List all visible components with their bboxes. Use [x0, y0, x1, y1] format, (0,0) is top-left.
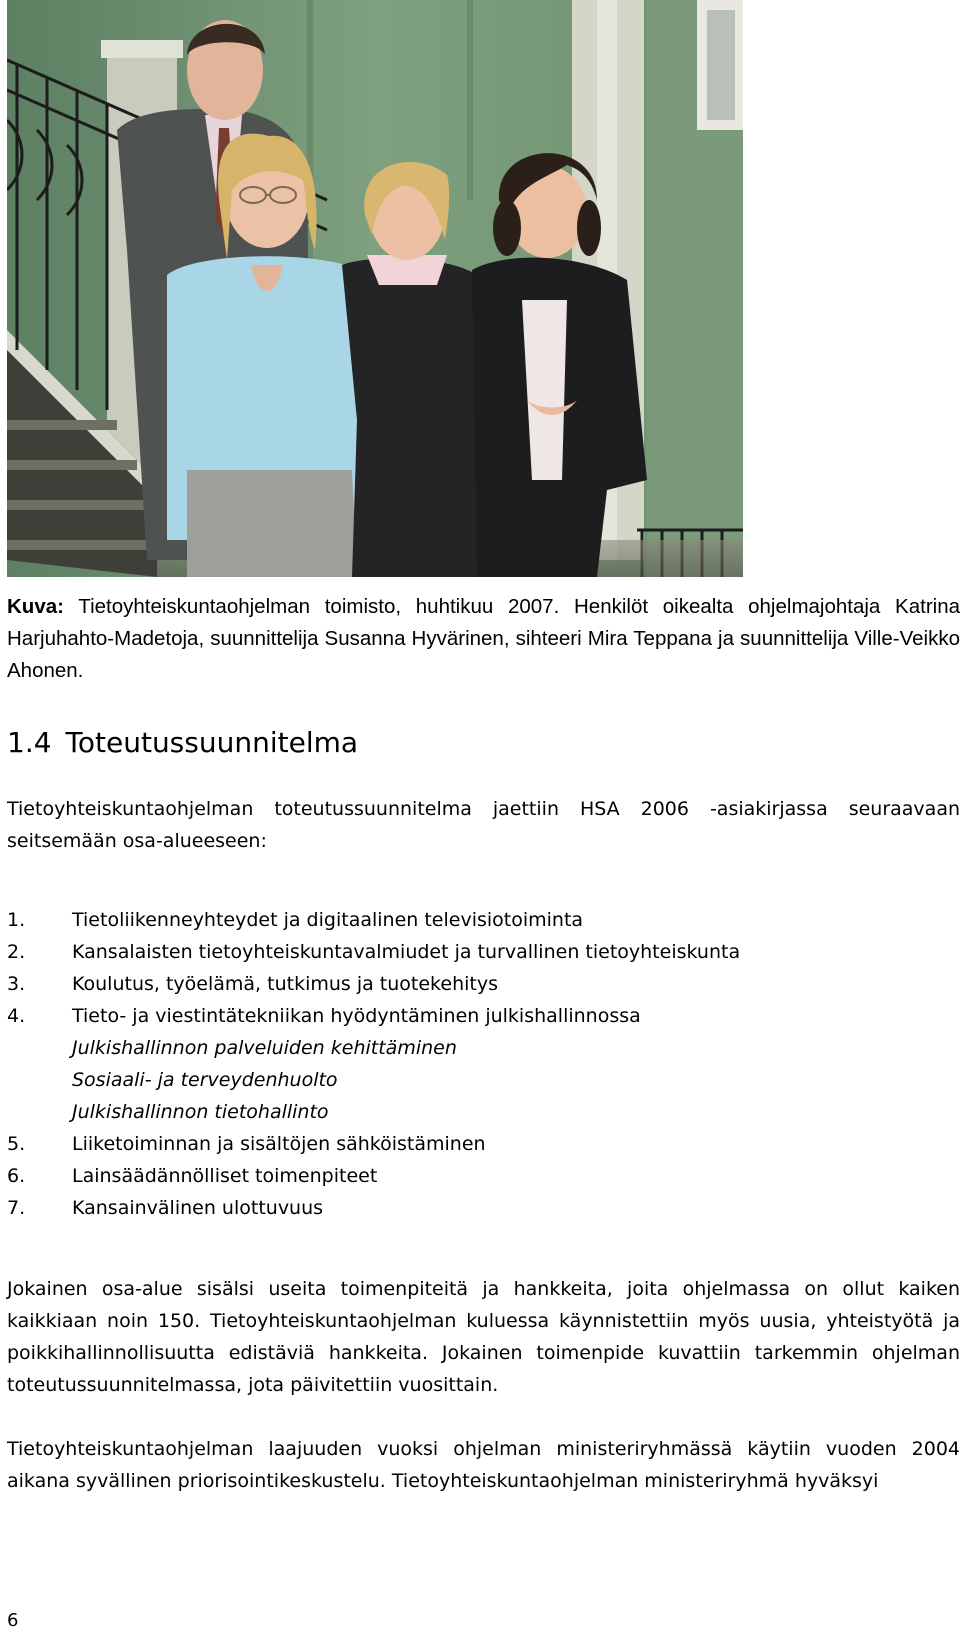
list-item-number: 4. [7, 1005, 26, 1027]
list-item-text: Koulutus, työelämä, tutkimus ja tuotekehitys [72, 973, 498, 995]
list-item-text: Kansalaisten tietoyhteiskuntavalmiudet ja turvallinen tietoyhteiskunta [72, 941, 741, 963]
list-item-text: Tieto- ja viestintätekniikan hyödyntäminen julkishallinnossa [72, 1005, 641, 1027]
list-item-text: Lainsäädännölliset toimenpiteet [72, 1165, 378, 1187]
list-subitem: Julkishallinnon palveluiden kehittäminen [72, 1037, 457, 1059]
list-item-number: 6. [7, 1165, 26, 1187]
photo-caption [7, 591, 960, 687]
list-item [7, 1160, 947, 1192]
list-item [7, 904, 947, 936]
list-subitem: Julkishallinnon tietohallinto [72, 1101, 329, 1123]
group-photo [7, 0, 743, 577]
section-title: Toteutussuunnitelma [65, 726, 359, 759]
caption-text: Tietoyhteiskuntaohjelman toimisto, huhtikuu 2007. Henkilöt oikealta ohjelmajohtaja Katrina Harjuhahto-Madetoja, suunnittelija Susanna Hyvärinen, sihteeri Mira Teppana ja suunnittelija Ville-Veikko Ahonen. [7, 595, 960, 682]
list-item [7, 968, 947, 1000]
body-paragraph: Jokainen osa-alue sisälsi useita toimenpiteitä ja hankkeita, joita ohjelmassa on ollut kaiken kaikkiaan noin 150. Tietoyhteiskuntaohjelman kuluessa käynnistettiin myös uusia, yhteistyötä ja poikkihallinnollisuutta edistäviä hankkeita. Jokainen toimenpide kuvattiin tarkemmin ohjelman toteutussuunnitelmassa, jota päivitettiin vuosittain. [7, 1278, 960, 1396]
list-item-number: 7. [7, 1197, 26, 1219]
list-item-text: Liiketoiminnan ja sisältöjen sähköistäminen [72, 1133, 486, 1155]
section-heading [7, 723, 358, 763]
list-item [7, 1192, 947, 1224]
list-item-text: Tietoliikenneyhteydet ja digitaalinen televisiotoiminta [72, 909, 584, 931]
focus-area-list [7, 904, 947, 1224]
list-item-number: 1. [7, 909, 26, 931]
intro-paragraph: Tietoyhteiskuntaohjelman toteutussuunnitelma jaettiin HSA 2006 -asiakirjassa seuraavaan seitsemään osa-alueeseen: [7, 798, 960, 852]
section-number: 1.4 [7, 726, 52, 759]
list-item-text: Kansainvälinen ulottuvuus [72, 1197, 324, 1219]
caption-label: Kuva: [7, 595, 64, 618]
list-item [7, 1000, 947, 1032]
list-item-number: 3. [7, 973, 26, 995]
list-item-number: 5. [7, 1133, 26, 1155]
list-subitem: Sosiaali- ja terveydenhuolto [72, 1069, 338, 1091]
body-paragraph: Tietoyhteiskuntaohjelman laajuuden vuoksi ohjelman ministeriryhmässä käytiin vuoden 2004 aikana syvällinen priorisointikeskustelu. Tietoyhteiskuntaohjelman ministeriryhmä hyväksyi [7, 1438, 960, 1492]
list-item [7, 1128, 947, 1160]
page-number: 6 [7, 1610, 19, 1631]
list-item-number: 2. [7, 941, 26, 963]
list-item [7, 936, 947, 968]
